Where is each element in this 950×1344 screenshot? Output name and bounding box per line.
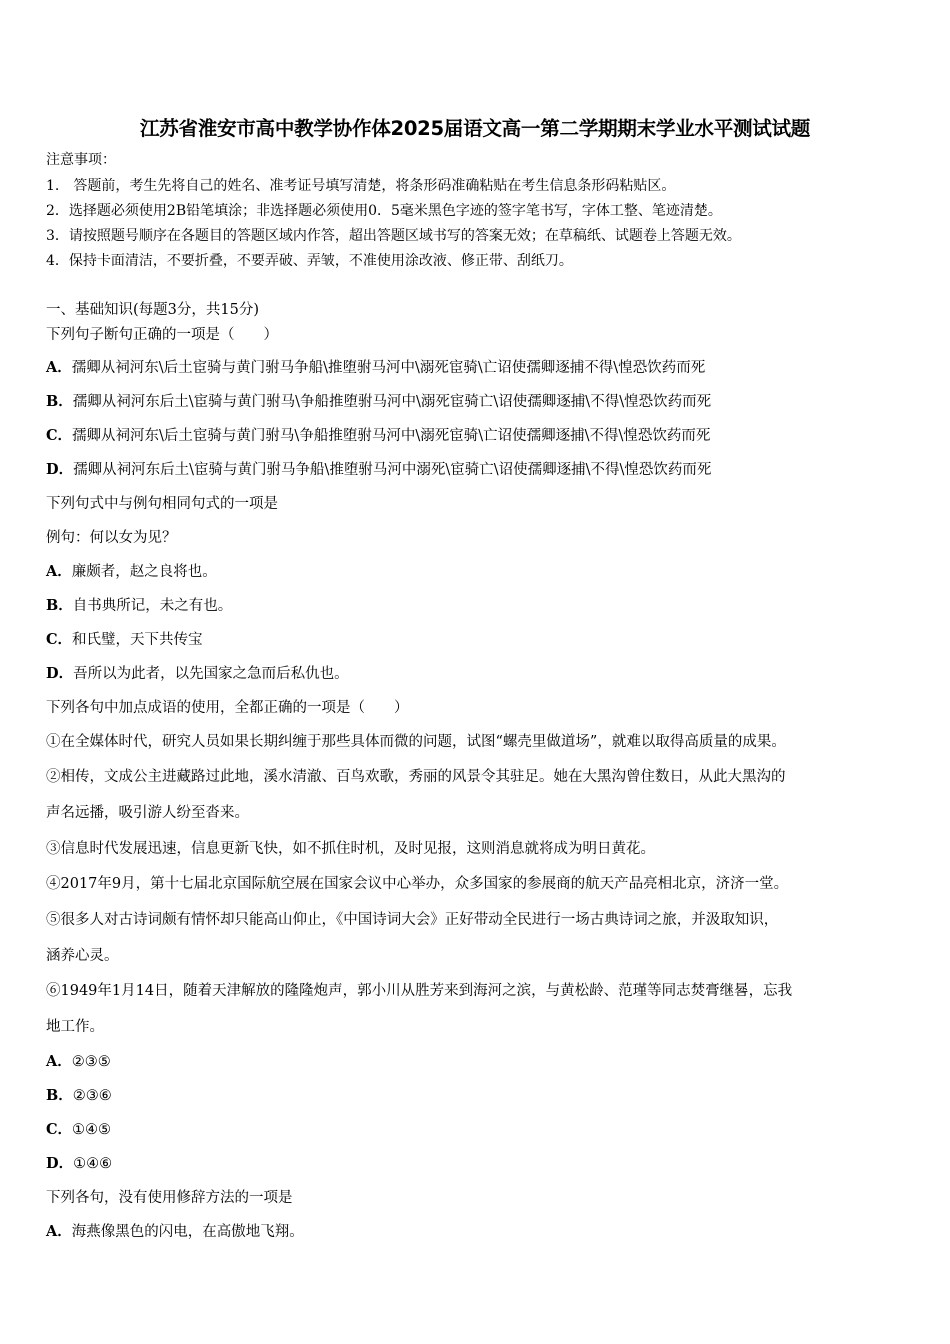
option-label: A． <box>46 359 72 376</box>
question-3-option-d <box>46 1154 112 1174</box>
question-3-sentence: 涵养心灵。 <box>46 948 119 964</box>
option-text: ①④⑤ <box>72 1122 112 1138</box>
option-text: 海燕像黑色的闪电，在高傲地飞翔。 <box>71 1224 304 1240</box>
page-title: 江苏省淮安市高中教学协作体2025届语文高一第二学期期末学业水平测试试题 <box>139 117 811 140</box>
question-2-example: 例句：何以女为见？ <box>46 530 177 546</box>
question-1-option-d <box>46 460 711 480</box>
question-4-stem: 下列各句，没有使用修辞方法的一项是 <box>46 1190 293 1206</box>
option-text: ①④⑥ <box>73 1156 113 1172</box>
option-text: 孺卿从祠河东\后土宦骑与黄门驸马\争船推堕驸马河中\溺死宦骑\亡诏使孺卿逐捕\不得\惶恐饮药而死 <box>72 428 711 444</box>
option-text: 孺卿从祠河东后土\宦骑与黄门驸马争船\推堕驸马河中溺死\宦骑亡\诏使孺卿逐捕\不得\惶恐饮药而死 <box>73 462 712 478</box>
section-heading: 一、基础知识(每题3分，共15分) <box>46 302 259 318</box>
option-label: D． <box>46 461 74 478</box>
question-3-sentence: ④2017年9月，第十七届北京国际航空展在国家会议中心举办，众多国家的参展商的航天产品亮相北京，济济一堂。 <box>46 876 789 892</box>
option-text: 孺卿从祠河东\后土宦骑与黄门驸马争船\推堕驸马河中\溺死宦骑\亡诏使孺卿逐捕不得\惶恐饮药而死 <box>71 360 706 376</box>
option-text: 自书典所记，未之有也。 <box>72 598 233 614</box>
option-text: ②③⑤ <box>71 1054 111 1070</box>
question-2-option-c <box>46 630 203 650</box>
question-3-option-a <box>46 1052 111 1072</box>
option-label: C． <box>46 1121 73 1138</box>
question-3-sentence: ⑥1949年1月14日，随着天津解放的隆隆炮声，郭小川从胜芳来到海河之滨，与黄松龄、范瑾等同志焚膏继晷，忘我 <box>46 983 793 999</box>
question-3-option-c <box>46 1120 111 1140</box>
option-text: 廉颇者，赵之良将也。 <box>71 564 217 580</box>
question-3-sentence: ①在全媒体时代，研究人员如果长期纠缠于那些具体而微的问题，试图“螺壳里做道场”，就难以取得高质量的成果。 <box>46 734 786 750</box>
option-label: B． <box>46 597 73 614</box>
question-3-option-b <box>46 1086 112 1106</box>
option-label: A． <box>46 1223 72 1240</box>
question-1-stem: 下列句子断句正确的一项是（ ） <box>46 327 278 343</box>
option-label: A． <box>46 1053 72 1070</box>
option-text: ②③⑥ <box>72 1088 112 1104</box>
question-4-option-a <box>46 1222 304 1242</box>
question-3-sentence: ②相传，文成公主进藏路过此地，溪水清澈、百鸟欢歌，秀丽的风景令其驻足。她在大黑沟曾住数日，从此大黑沟的 <box>46 769 786 785</box>
question-3-sentence: ③信息时代发展迅速，信息更新飞快，如不抓住时机，及时见报，这则消息就将成为明日黄花。 <box>46 841 655 857</box>
question-2-option-d <box>46 664 349 684</box>
notice-item: 3．请按照题号顺序在各题目的答题区域内作答，超出答题区域书写的答案无效；在草稿纸、试题卷上答题无效。 <box>46 228 741 244</box>
option-text: 吾所以为此者，以先国家之急而后私仇也。 <box>73 666 349 682</box>
question-1-option-a <box>46 358 705 378</box>
notice-heading: 注意事项： <box>46 152 116 168</box>
question-3-sentence: ⑤很多人对古诗词颇有情怀却只能高山仰止，《中国诗词大会》正好带动全民进行一场古典诗词之旅，并汲取知识， <box>46 912 779 928</box>
option-label: A． <box>46 563 72 580</box>
question-1-option-c <box>46 426 710 446</box>
option-text: 和氏璧，天下共传宝 <box>72 632 203 648</box>
option-label: B． <box>46 1087 73 1104</box>
option-label: D． <box>46 1155 74 1172</box>
question-1-option-b <box>46 392 711 412</box>
question-2-option-a <box>46 562 217 582</box>
option-label: B． <box>46 393 73 410</box>
notice-item: 1. 答题前，考生先将自己的姓名、准考证号填写清楚，将条形码准确粘贴在考生信息条形码粘贴区。 <box>46 178 676 194</box>
option-label: D． <box>46 665 74 682</box>
option-label: C． <box>46 427 73 444</box>
option-label: C． <box>46 631 73 648</box>
question-2-stem: 下列句式中与例句相同句式的一项是 <box>46 496 278 512</box>
option-text: 孺卿从祠河东后土\宦骑与黄门驸马\争船推堕驸马河中\溺死宦骑亡\诏使孺卿逐捕\不得\惶恐饮药而死 <box>72 394 712 410</box>
question-3-sentence: 声名远播，吸引游人纷至沓来。 <box>46 805 249 821</box>
question-2-option-b <box>46 596 232 616</box>
notice-item: 2．选择题必须使用2B铅笔填涂；非选择题必须使用0．5毫米黑色字迹的签字笔书写，字体工整、笔迹清楚。 <box>46 203 722 219</box>
question-3-stem: 下列各句中加点成语的使用，全都正确的一项是（ ） <box>46 700 409 716</box>
question-3-sentence: 地工作。 <box>46 1019 104 1035</box>
notice-item: 4．保持卡面清洁，不要折叠，不要弄破、弄皱，不准使用涂改液、修正带、刮纸刀。 <box>46 253 573 269</box>
